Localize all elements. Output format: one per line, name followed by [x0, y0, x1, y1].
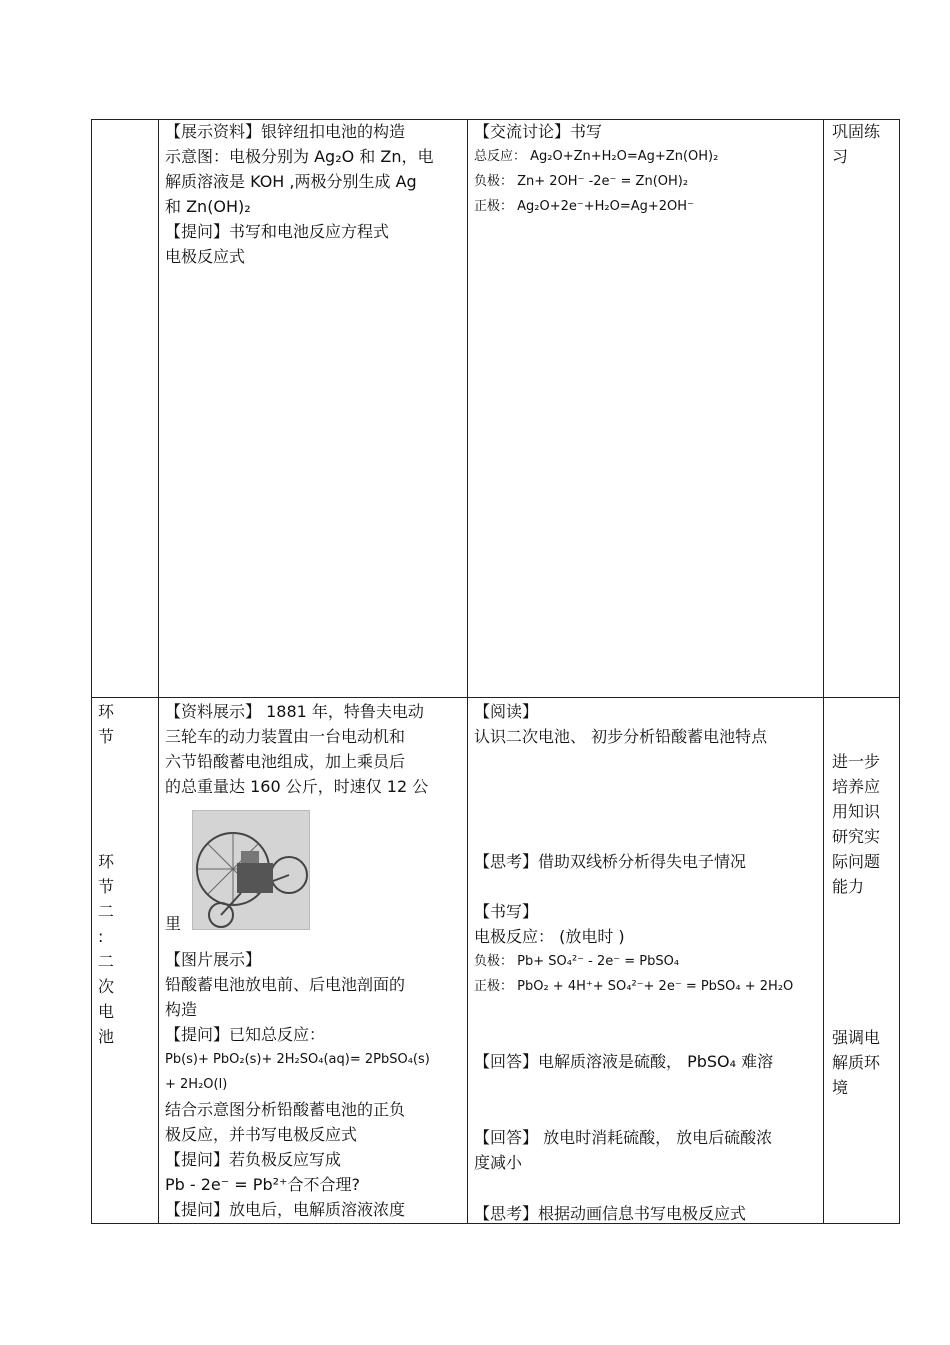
text-line: 【回答】电解质溶液是硫酸， PbSO₄ 难溶: [474, 1052, 774, 1071]
top-design-intent: [832, 119, 880, 169]
text-line: 【书写】: [474, 902, 539, 921]
text-line: 铅酸蓄电池放电前、后电池剖面的: [165, 975, 406, 994]
text-line: 和 Zn(OH)₂: [165, 197, 251, 216]
text-line: 培养应: [832, 777, 881, 796]
text-line: 负极： Zn+ 2OH⁻ -2e⁻ = Zn(OH)₂: [474, 174, 689, 189]
section-label-b: [98, 849, 114, 1049]
text-line: 境: [832, 1078, 849, 1097]
text-line: 节: [98, 727, 115, 746]
text-line: 【回答】 放电时消耗硫酸， 放电后硫酸浓: [474, 1128, 773, 1147]
text-line: 际问题: [832, 852, 881, 871]
text-line: 解质溶液是 KOH ,两极分别生成 Ag: [165, 172, 417, 191]
text-line: 研究实: [832, 827, 881, 846]
text-line: 习: [832, 147, 849, 166]
text-line: 【交流讨论】书写: [474, 122, 603, 141]
bottom-design-intent-b: [832, 1025, 880, 1100]
bottom-student-reading: [474, 699, 767, 749]
text-line: :: [98, 927, 104, 946]
text-line: 度减小: [474, 1153, 523, 1172]
text-line: 【提问】放电后，电解质溶液浓度: [165, 1200, 406, 1219]
text-line: 【提问】已知总反应：: [165, 1025, 326, 1044]
text-line: Pb - 2e⁻ = Pb²⁺合不合理?: [165, 1175, 360, 1194]
bottom-teacher-intro: [165, 699, 428, 799]
text-line: 正极： PbO₂ + 4H⁺+ SO₄²⁻+ 2e⁻ = PbSO₄ + 2H₂O: [474, 979, 794, 994]
text-line: 认识二次电池、 初步分析铅酸蓄电池特点: [474, 727, 768, 746]
tricycle-drawing: [193, 811, 309, 929]
top-student-activity: [474, 119, 718, 219]
electric-tricycle-image: [192, 810, 310, 930]
text-line: 【提问】书写和电池反应方程式: [165, 222, 390, 241]
text-line: 次: [98, 977, 115, 996]
text-line: + 2H₂O(l): [165, 1077, 228, 1092]
text-line: 【阅读】: [474, 702, 539, 721]
text-line: 示意图：电极分别为 Ag₂O 和 Zn，电: [165, 147, 434, 166]
text-line: 节: [98, 877, 115, 896]
col-border-3: [823, 119, 824, 1223]
text-line: 三轮车的动力装置由一台电动机和: [165, 727, 406, 746]
text-line: 【思考】借助双线桥分析得失电子情况: [474, 852, 747, 871]
text-line: 【提问】若负极反应写成: [165, 1150, 342, 1169]
text-line: 二: [98, 952, 115, 971]
text-line: 【思考】根据动画信息书写电极反应式: [474, 1204, 747, 1223]
text-line: 正极： Ag₂O+2e⁻+H₂O=Ag+2OH⁻: [474, 199, 694, 214]
text-line: 构造: [165, 1000, 198, 1019]
bottom-student-write: [474, 899, 793, 999]
text-line: 用知识: [832, 802, 881, 821]
text-line: 负极： Pb+ SO₄²⁻ - 2e⁻ = PbSO₄: [474, 954, 680, 969]
top-teacher-activity: [165, 119, 433, 269]
text-line: 总反应： Ag₂O+Zn+H₂O=Ag+Zn(OH)₂: [474, 149, 719, 164]
bottom-student-think: [474, 849, 746, 874]
text-line: Pb(s)+ PbO₂(s)+ 2H₂SO₄(aq)= 2PbSO₄(s): [165, 1052, 430, 1067]
text-line: 池: [98, 1027, 115, 1046]
text-line: 强调电: [832, 1028, 881, 1047]
text-line: 进一步: [832, 752, 881, 771]
col-border-0: [91, 119, 92, 1223]
bottom-student-think-2: [474, 1201, 746, 1226]
text-line: 能力: [832, 877, 865, 896]
text-line: 结合示意图分析铅酸蓄电池的正负: [165, 1100, 406, 1119]
bottom-student-answer-2: [474, 1125, 772, 1175]
text-line: 六节铅酸蓄电池组成，加上乘员后: [165, 752, 406, 771]
bottom-student-answer-1: [474, 1049, 773, 1074]
text-line: 环: [98, 702, 115, 721]
text-line: 电: [98, 1002, 115, 1021]
text-line: 二: [98, 902, 115, 921]
bottom-teacher-li: [165, 911, 181, 936]
text-line: 巩固练: [832, 122, 881, 141]
section-label-a: [98, 699, 114, 749]
text-line: 电极反应： (放电时 ): [474, 927, 625, 946]
text-line: 【资料展示】 1881 年，特鲁夫电动: [165, 702, 424, 721]
text-line: 里: [165, 914, 182, 933]
text-line: 环: [98, 852, 115, 871]
bottom-teacher-activity: [165, 947, 430, 1222]
bottom-design-intent-a: [832, 749, 880, 899]
text-line: 的总重量达 160 公斤，时速仅 12 公: [165, 777, 429, 796]
text-line: 【展示资料】银锌纽扣电池的构造: [165, 122, 406, 141]
col-border-1: [158, 119, 159, 1223]
text-line: 解质环: [832, 1053, 881, 1072]
row-divider: [91, 697, 900, 698]
col-border-2: [467, 119, 468, 1223]
col-border-4: [899, 119, 900, 1223]
text-line: 极反应，并书写电极反应式: [165, 1125, 358, 1144]
text-line: 【图片展示】: [165, 950, 262, 969]
text-line: 电极反应式: [165, 247, 246, 266]
